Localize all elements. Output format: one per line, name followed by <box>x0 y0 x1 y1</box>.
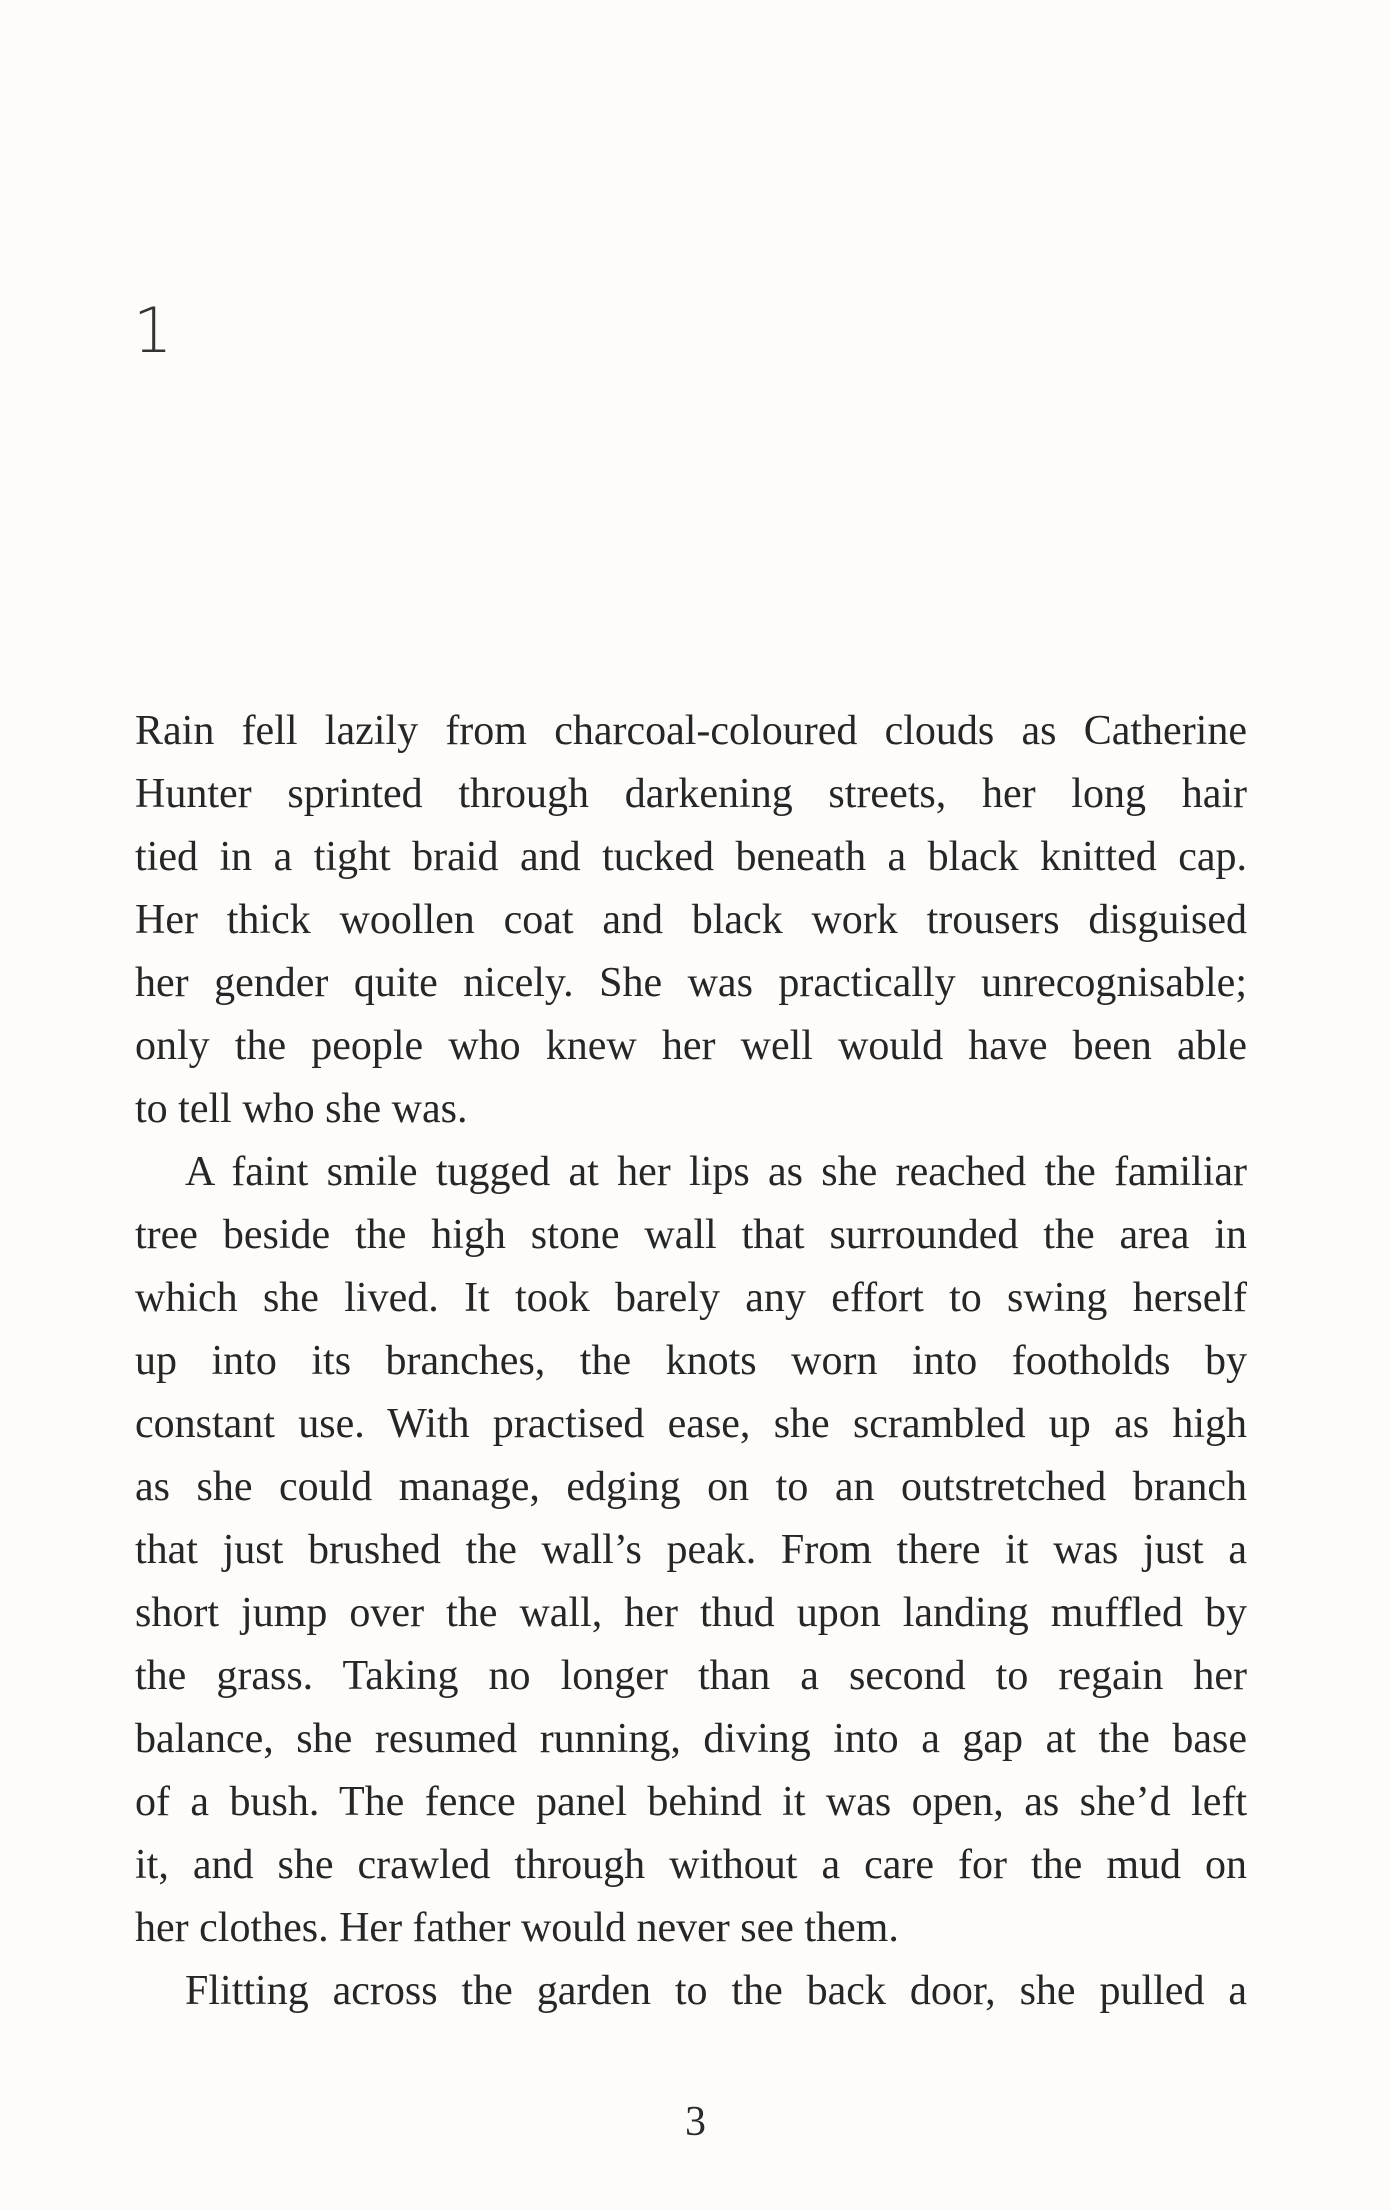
text-line: which she lived. It took barely any effort to swing herself <box>135 1275 1247 1321</box>
text-line: her clothes. Her father would never see them. <box>135 1905 899 1951</box>
text-line: only the people who knew her well would have been able <box>135 1023 1247 1069</box>
text-line: short jump over the wall, her thud upon landing muffled by <box>135 1590 1247 1636</box>
text-line: Hunter sprinted through darkening streets, her long hair <box>135 771 1247 817</box>
text-line: Flitting across the garden to the back door, she pulled a <box>185 1968 1247 2014</box>
text-line: to tell who she was. <box>135 1086 468 1132</box>
text-line: of a bush. The fence panel behind it was open, as she’d left <box>135 1779 1247 1825</box>
text-line: her gender quite nicely. She was practically unrecognisable; <box>135 960 1247 1006</box>
text-line: that just brushed the wall’s peak. From there it was just a <box>135 1527 1247 1573</box>
text-line: A faint smile tugged at her lips as she reached the familiar <box>185 1149 1247 1195</box>
chapter-number: 1 <box>133 294 173 367</box>
body-text <box>135 700 1247 2023</box>
text-line: tree beside the high stone wall that surrounded the area in <box>135 1212 1247 1258</box>
text-line: constant use. With practised ease, she scrambled up as high <box>135 1401 1247 1447</box>
text-line: balance, she resumed running, diving into a gap at the base <box>135 1716 1247 1762</box>
page-number: 3 <box>685 2099 706 2145</box>
text-line: it, and she crawled through without a care for the mud on <box>135 1842 1247 1888</box>
text-line: the grass. Taking no longer than a second to regain her <box>135 1653 1247 1699</box>
text-line: up into its branches, the knots worn into footholds by <box>135 1338 1247 1384</box>
text-line: Rain fell lazily from charcoal-coloured clouds as Catherine <box>135 708 1247 754</box>
text-line: tied in a tight braid and tucked beneath a black knitted cap. <box>135 834 1247 880</box>
text-line: as she could manage, edging on to an outstretched branch <box>135 1464 1247 1510</box>
text-line: Her thick woollen coat and black work trousers disguised <box>135 897 1247 943</box>
